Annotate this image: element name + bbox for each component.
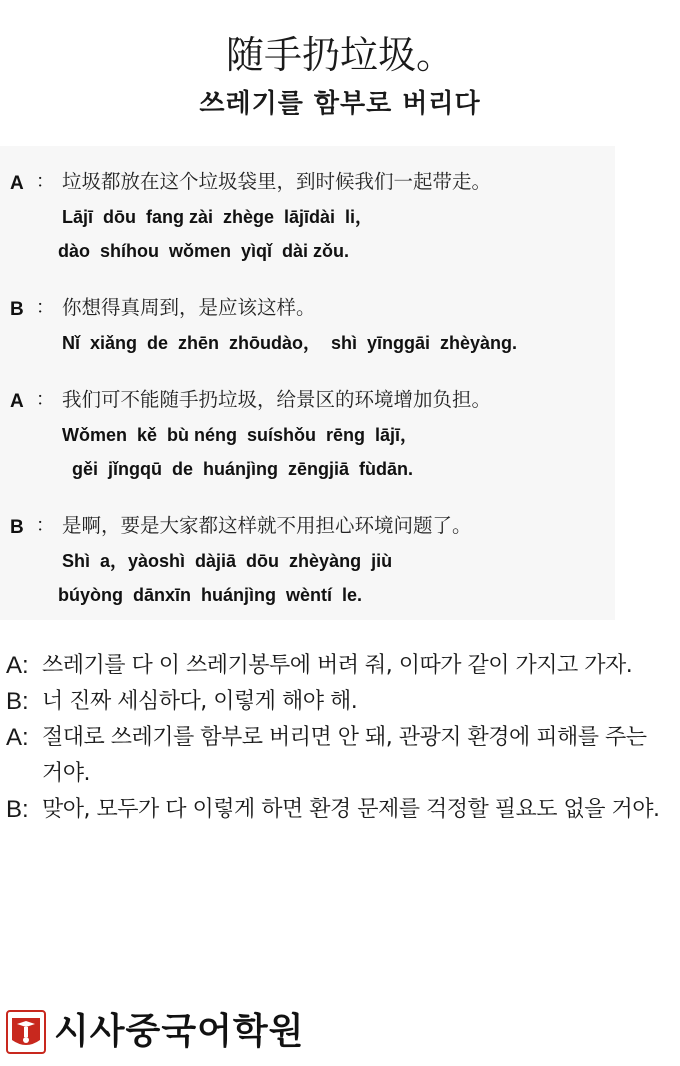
- speaker-label: A: [10, 391, 24, 412]
- translation-text: 절대로 쓰레기를 함부로 버리면 안 돼, 관광지 환경에 피해를 주는 거야.: [42, 725, 647, 786]
- speaker-colon: ：: [36, 389, 54, 410]
- translation-item: [0, 792, 680, 828]
- translation-speaker: B:: [6, 688, 29, 715]
- chinese-title: 随手扔垃圾。: [225, 33, 454, 77]
- translation-item: [0, 648, 680, 684]
- chinese-line: 你想得真周到，是应该这样。: [62, 296, 316, 319]
- speaker-colon: ：: [36, 515, 54, 536]
- speaker-colon: ：: [36, 171, 54, 192]
- chinese-line: 是啊，要是大家都这样就不用担心环境问题了。: [62, 514, 472, 537]
- korean-title: 쓰레기를 함부로 버리다: [199, 89, 481, 119]
- translation-speaker: A:: [6, 652, 29, 679]
- chinese-line: 我们可不能随手扔垃圾，给景区的环境增加负担。: [62, 388, 492, 411]
- logo-text: 시사중국어학원: [54, 1011, 305, 1052]
- chinese-line: 垃圾都放在这个垃圾袋里，到时候我们一起带走。: [62, 170, 492, 193]
- pinyin-line: búyòng dānxīn huánjìng wèntí le.: [58, 585, 363, 605]
- translation-text: 맞아, 모두가 다 이렇게 하면 환경 문제를 걱정할 필요도 없을 거야.: [42, 797, 660, 822]
- pinyin-line: Lājī dōu fang zài zhège lājīdài li，: [62, 207, 374, 227]
- korean-translation: [0, 648, 680, 828]
- translation-speaker: A:: [6, 724, 29, 751]
- translation-item: [0, 684, 680, 720]
- translation-text: 쓰레기를 다 이 쓰레기봉투에 버려 줘, 이따가 같이 가지고 가자.: [42, 653, 633, 678]
- pinyin-line: Wǒmen kě bù néng suíshǒu rēng lājī，: [62, 425, 419, 445]
- speaker-label: B: [10, 517, 24, 538]
- pinyin-line: Nǐ xiǎng de zhēn zhōudào， shì yīnggāi zhèyàng.: [62, 333, 518, 353]
- sisa-emblem-icon: [6, 1010, 46, 1054]
- pinyin-line: dào shíhou wǒmen yìqǐ dài zǒu.: [58, 241, 350, 261]
- pinyin-line: Shì a，yàoshì dàjiā dōu zhèyàng jiù: [62, 551, 393, 571]
- speaker-colon: ：: [36, 297, 54, 318]
- pinyin-line: gěi jǐngqū de huánjìng zēngjiā fùdān.: [72, 459, 413, 479]
- translation-speaker: B:: [6, 796, 29, 823]
- translation-text: 너 진짜 세심하다, 이렇게 해야 해.: [42, 689, 358, 714]
- speaker-label: A: [10, 173, 24, 194]
- sisa-logo: [6, 1006, 304, 1058]
- translation-item: [0, 720, 680, 792]
- dialogue-panel: [0, 146, 615, 620]
- speaker-label: B: [10, 299, 24, 320]
